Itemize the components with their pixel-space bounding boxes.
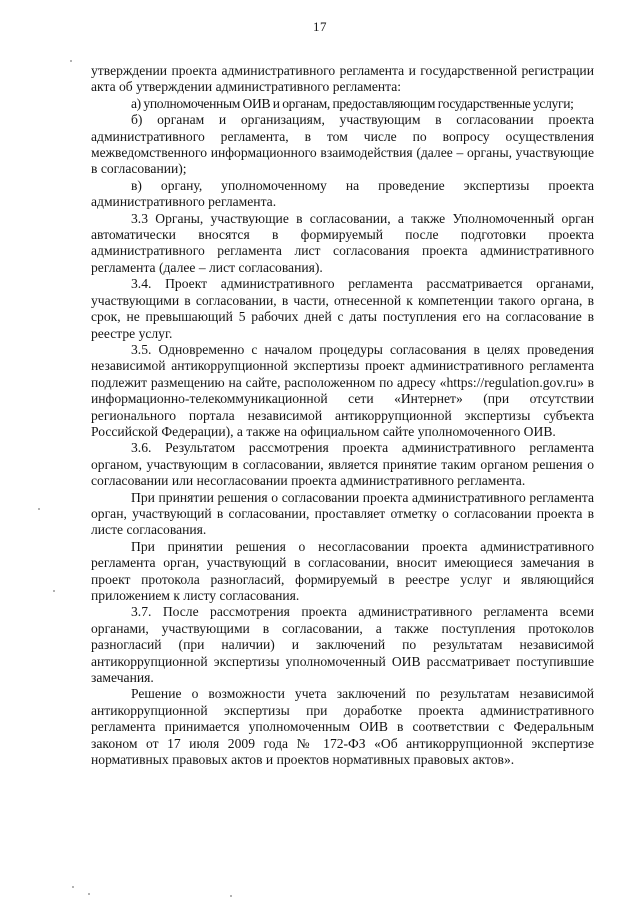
scan-speck xyxy=(88,893,90,895)
paragraph-3-7: 3.7. После рассмотрения проекта административного регламента всеми органами, участвующими в согласовании, а также поступления протоколов разногласий (при наличии) и заключений по результатам независимой антикоррупционной экспертизы уполномоченный ОИВ рассматривает поступившие замечания. xyxy=(91,604,594,686)
page-number: 17 xyxy=(313,19,327,34)
paragraph-disagreement: При принятии решения о несогласовании проекта административного регламента орган, участвующий в согласовании, вносит имеющиеся замечания в проект протокола разногласий, формируемый в реестре услуг и являющийся приложением к листу согласования. xyxy=(91,538,594,603)
paragraph-3-3: 3.3 Органы, участвующие в согласовании, а также Уполномоченный орган автоматически вносятся в формируемый после подготовки проекта административного регламента лист согласования проекта административного регламента (далее – лист согласования). xyxy=(91,210,594,275)
paragraph-intro: утверждении проекта административного регламента и государственной регистрации акта об утверждении административного регламента: xyxy=(91,63,594,95)
paragraph-item-a: а) уполномоченным ОИВ и органам, предоставляющим государственные услуги; xyxy=(131,95,574,111)
document-body xyxy=(91,63,594,768)
paragraph-3-4: 3.4. Проект административного регламента рассматривается органами, участвующими в согласовании, в части, отнесенной к компетенции такого органа, в срок, не превышающий 5 рабочих дней с даты поступления его на согласование в реестре услуг. xyxy=(91,276,594,341)
scan-speck xyxy=(230,895,232,897)
paragraph-item-b: б) органам и организациям, участвующим в согласовании проекта административного регламента, в том числе по вопросу осуществления межведомственного информационного взаимодействия (далее – органы, участвующие в согласовании); xyxy=(91,112,594,177)
paragraph-agreement: При принятии решения о согласовании проекта административного регламента орган, участвующий в согласовании, проставляет отметку о согласовании проекта в листе согласования. xyxy=(91,489,594,538)
scan-speck xyxy=(70,60,72,62)
paragraph-decision: Решение о возможности учета заключений по результатам независимой антикоррупционной экспертизы при доработке проекта административного регламента принимается уполномоченным ОИВ в соответствии с Федеральным законом от 17 июля 2009 года № 172-ФЗ «Об антикоррупционной экспертизе нормативных правовых актов и проектов нормативных правовых актов». xyxy=(91,686,594,768)
scan-speck xyxy=(38,508,40,510)
scan-speck xyxy=(53,590,55,592)
paragraph-item-v: в) органу, уполномоченному на проведение экспертизы проекта административного регламента. xyxy=(91,177,594,210)
scan-speck xyxy=(72,886,74,888)
paragraph-3-6: 3.6. Результатом рассмотрения проекта административного регламента органом, участвующим в согласовании, является принятие таким органом решения о согласовании или несогласовании проекта административного регламента. xyxy=(91,440,594,489)
paragraph-3-5: 3.5. Одновременно с началом процедуры согласования в целях проведения независимой антикоррупционной экспертизы проект административного регламента подлежит размещению на сайте, расположенном по адресу «https://regulation.gov.ru» в информационно-телекоммуникационной сети «Интернет» (при отсутствии регионального портала независимой антикоррупционной экспертизы субъекта Российской Федерации), а также на официальном сайте уполномоченного ОИВ. xyxy=(91,341,594,439)
